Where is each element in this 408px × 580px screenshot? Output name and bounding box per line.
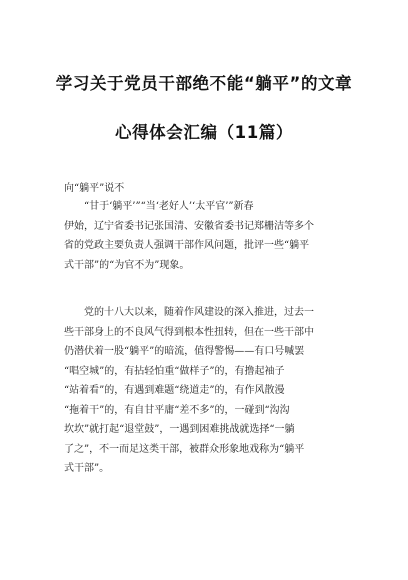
document-title-line-1: 学习关于党员干部绝不能“躺平”的文章 [55, 74, 353, 93]
paragraph-line: 些干部身上的不良风气得到根本性扭转，但在一些干部中 [64, 326, 314, 338]
paragraph-line: “站着看”的，有遇到难题“绕道走”的，有作风散漫 [64, 385, 285, 396]
paragraph-line: 仍潜伏着一股“躺平”的暗流，值得警惕——有口号喊罢 [64, 346, 305, 357]
paragraph-1 [64, 197, 354, 275]
section-heading: 向“躺平”说不 [64, 183, 125, 194]
paragraph-2 [64, 303, 354, 479]
paragraph-line: 坎坎”就打起“退堂鼓”，一遇到困难挑战就选择“一躺 [64, 424, 295, 435]
paragraph-line: “唱空城”的，有拈轻怕重“做样子”的，有撸起袖子 [64, 365, 285, 377]
paragraph-line: 式干部”的“为官不为”现象。 [64, 259, 190, 271]
paragraph-line: 了之”，不一而足这类干部，被群众形象地戏称为“躺平 [64, 443, 305, 455]
paragraph-line: “拖着干”的，有自甘平庸“差不多”的，一碰到“沟沟 [64, 404, 290, 416]
paragraph-line: “甘于‘躺平’”“当‘老好人’‘太平官’”新春 [84, 201, 254, 212]
document-title-line-2: 心得体会汇编（11篇） [114, 123, 294, 142]
paragraph-line: 伊始，辽宁省委书记张国清、安徽省委书记郑栅洁等多个 [64, 220, 314, 232]
paragraph-line: 式干部”。 [64, 463, 110, 474]
paragraph-line: 省的党政主要负责人强调干部作风问题，批评一些“躺平 [64, 240, 310, 251]
paragraph-line: 党的十八大以来，随着作风建设的深入推进，过去一 [84, 307, 314, 318]
